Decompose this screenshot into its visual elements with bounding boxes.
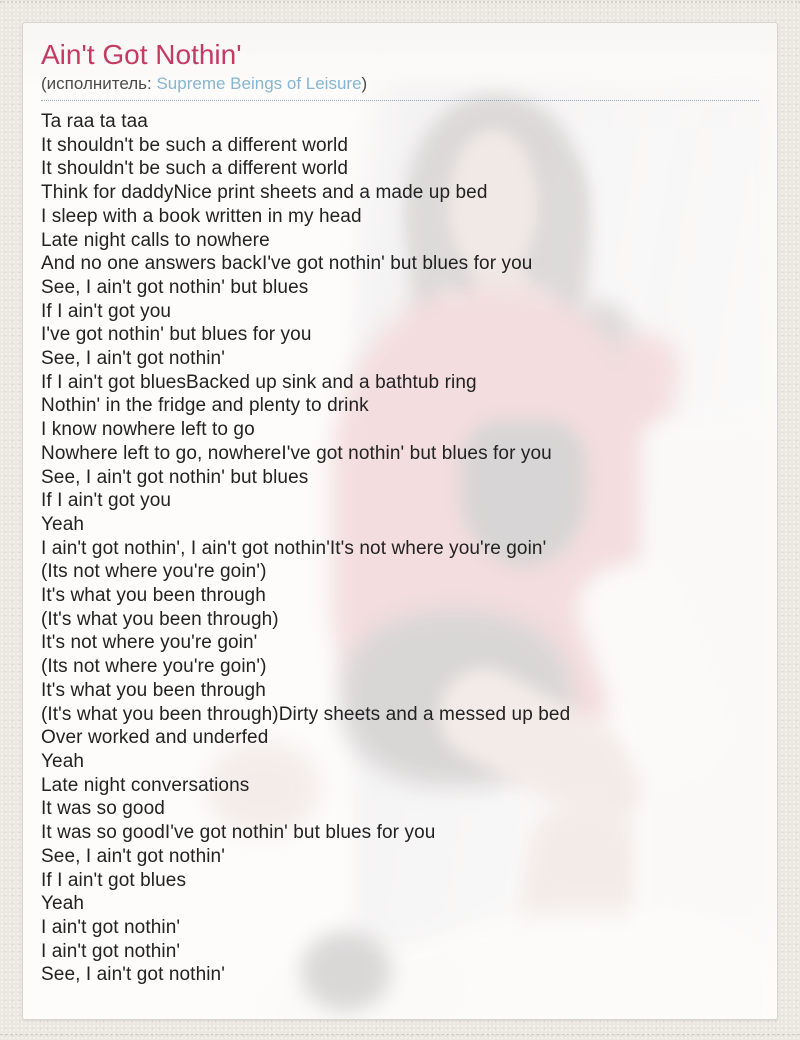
- artist-link[interactable]: Supreme Beings of Leisure: [156, 74, 362, 93]
- lyrics-card: [22, 22, 778, 1020]
- lyric-line: It was so goodI've got nothin' but blues for you: [41, 822, 436, 844]
- lyric-line: If I ain't got you: [41, 300, 172, 322]
- lyric-line: Yeah: [41, 750, 85, 772]
- lyric-line: Ta raa ta taa: [41, 111, 148, 132]
- lyric-line: See, I ain't got nothin': [41, 845, 225, 867]
- lyric-line: I sleep with a book written in my head: [41, 205, 362, 227]
- lyric-line: It shouldn't be such a different world: [41, 134, 349, 156]
- page-top-dotted-edge: [0, 1, 800, 3]
- lyric-line: (Its not where you're goin'): [41, 561, 267, 583]
- lyric-line: And no one answers backI've got nothin' but blues for you: [41, 253, 533, 275]
- lyric-line: It shouldn't be such a different world: [41, 158, 349, 180]
- lyric-line: Late night calls to nowhere: [41, 229, 270, 251]
- lyric-line: Think for daddyNice print sheets and a made up bed: [41, 182, 488, 204]
- lyric-line: Late night conversations: [41, 774, 250, 796]
- card-content: [23, 23, 777, 987]
- lyric-line: It's not where you're goin': [41, 632, 258, 654]
- lyric-line: See, I ain't got nothin' but blues: [41, 466, 309, 488]
- lyrics-text: [41, 110, 759, 987]
- lyric-line: (It's what you been through)Dirty sheets and a messed up bed: [41, 703, 571, 725]
- lyric-line: It's what you been through: [41, 679, 266, 701]
- lyric-line: If I ain't got blues: [41, 869, 187, 891]
- lyric-line: It's what you been through: [41, 585, 266, 607]
- lyric-line: Nothin' in the fridge and plenty to drink: [41, 395, 369, 417]
- lyric-line: Yeah: [41, 893, 85, 915]
- lyric-line: Nowhere left to go, nowhereI've got nothin' but blues for you: [41, 442, 552, 464]
- lyric-line: I know nowhere left to go: [41, 419, 255, 441]
- lyric-line: It was so good: [41, 798, 165, 820]
- lyric-line: (Its not where you're goin'): [41, 656, 267, 678]
- lyric-line: I've got nothin' but blues for you: [41, 324, 312, 346]
- lyric-line: If I ain't got bluesBacked up sink and a bathtub ring: [41, 371, 477, 393]
- lyric-line: I ain't got nothin', I ain't got nothin'It's not where you're goin': [41, 537, 547, 559]
- lyric-line: See, I ain't got nothin': [41, 348, 225, 370]
- lyric-line: See, I ain't got nothin' but blues: [41, 276, 309, 298]
- lyric-line: I ain't got nothin': [41, 940, 181, 962]
- song-title: Ain't Got Nothin': [41, 39, 242, 70]
- lyric-line: Yeah: [41, 513, 85, 535]
- lyric-line: (It's what you been through): [41, 608, 279, 630]
- artist-label-prefix: (исполнитель:: [41, 74, 157, 93]
- lyric-line: I ain't got nothin': [41, 916, 181, 938]
- lyric-line: See, I ain't got nothin': [41, 964, 225, 986]
- page-bottom-dotted-edge: [0, 1034, 800, 1035]
- lyric-line: Over worked and underfed: [41, 727, 269, 749]
- artist-line: [41, 74, 759, 101]
- lyric-line: If I ain't got you: [41, 490, 172, 512]
- artist-label-suffix: ): [361, 74, 368, 93]
